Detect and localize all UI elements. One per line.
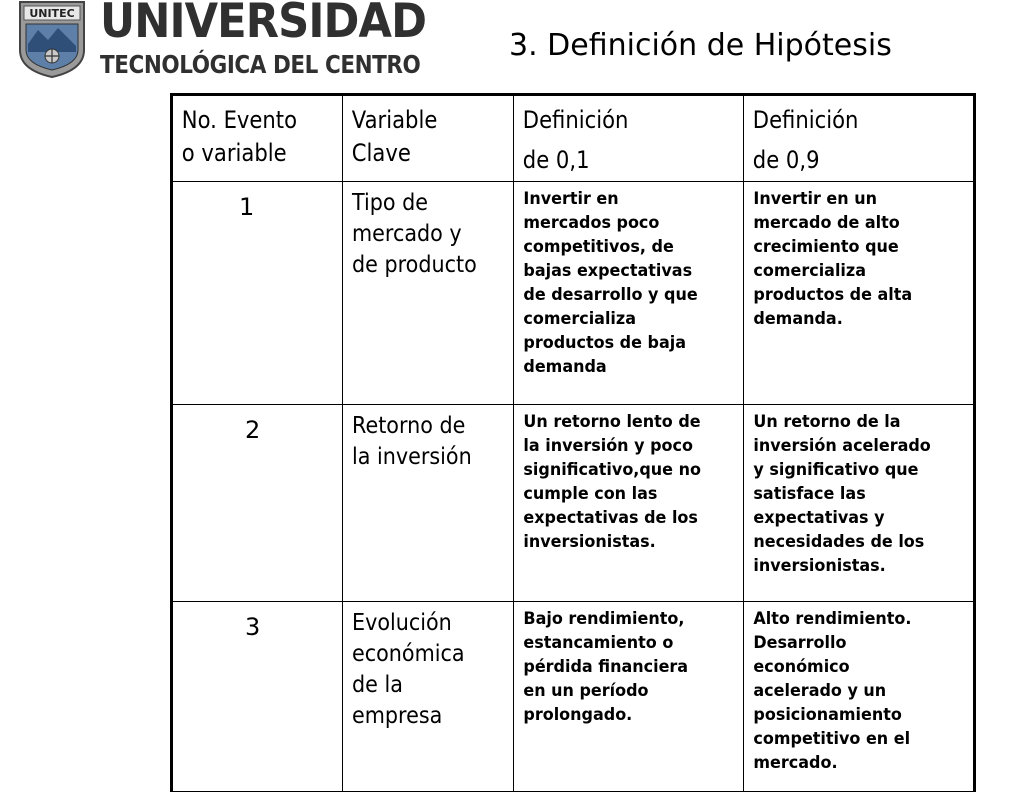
definition-text: satisface las	[753, 484, 866, 504]
definition-text: estancamiento o	[523, 633, 674, 653]
definition-text: crecimiento que	[753, 237, 899, 257]
definition-09-cell	[744, 182, 975, 405]
variable-text: Retorno de	[352, 413, 466, 439]
header-text: o variable	[181, 139, 287, 167]
definition-01-cell	[514, 182, 744, 405]
definition-text: prolongado.	[523, 705, 633, 725]
definition-text: expectativas y	[753, 508, 885, 528]
header-text: Definición	[752, 106, 859, 134]
header-text: Definición	[522, 106, 629, 134]
unitec-seal-icon	[18, 0, 86, 78]
table-row	[172, 405, 975, 602]
definition-text: cumple con las	[523, 484, 658, 504]
variable-cell	[343, 182, 514, 405]
svg-text:UNITEC: UNITEC	[29, 7, 75, 20]
definition-text: Bajo rendimiento,	[523, 609, 685, 629]
table-row	[172, 602, 975, 792]
definition-text: Invertir en	[523, 189, 619, 209]
row-number-cell	[172, 182, 343, 405]
definition-text: acelerado y un	[753, 681, 887, 701]
slide-title: 3. Definición de Hipótesis	[509, 28, 892, 63]
definition-text: mercado.	[753, 753, 838, 773]
definition-text: demanda	[523, 357, 607, 377]
definition-text: inversionistas.	[753, 556, 886, 576]
variable-text: de la	[352, 672, 403, 698]
variable-text: de producto	[352, 252, 477, 278]
header-text: Variable	[351, 106, 438, 134]
definition-text: expectativas de los	[523, 508, 698, 528]
variable-text: empresa	[352, 703, 443, 729]
logo-subtitle: TECNOLÓGICA DEL CENTRO	[100, 50, 421, 79]
header-cell-variable	[343, 95, 514, 182]
row-number: 3	[245, 613, 261, 641]
variable-text: mercado y	[352, 221, 462, 247]
definition-09-cell	[744, 602, 975, 792]
definition-text: de desarrollo y que	[523, 285, 698, 305]
header-text: de 0,1	[522, 146, 590, 174]
row-number: 2	[245, 416, 261, 444]
hypothesis-table	[170, 93, 976, 792]
variable-cell	[343, 405, 514, 602]
row-number: 1	[239, 193, 255, 221]
variable-text: Evolución	[352, 610, 452, 636]
header-cell-def-01	[514, 95, 744, 182]
table-header-row	[172, 95, 975, 182]
table-row	[172, 182, 975, 405]
row-number-cell	[172, 405, 343, 602]
definition-text: Alto rendimiento.	[753, 609, 912, 629]
definition-09-cell	[744, 405, 975, 602]
definition-text: la inversión y poco	[523, 436, 693, 456]
definition-text: económico	[753, 657, 850, 677]
definition-text: Invertir en un	[753, 189, 877, 209]
definition-text: significativo,que no	[523, 460, 701, 480]
definition-text: inversión acelerado	[753, 436, 931, 456]
variable-text: la inversión	[352, 444, 472, 470]
variable-text: Tipo de	[352, 190, 429, 216]
definition-text: necesidades de los	[753, 532, 925, 552]
logo-title: UNIVERSIDAD	[100, 0, 427, 49]
definition-text: Un retorno de la	[753, 412, 901, 432]
definition-text: comercializa	[523, 309, 636, 329]
definition-text: demanda.	[753, 309, 843, 329]
definition-text: mercado de alto	[753, 213, 900, 233]
definition-01-cell	[514, 405, 744, 602]
variable-cell	[343, 602, 514, 792]
university-logo	[18, 0, 427, 82]
definition-text: bajas expectativas	[523, 261, 693, 281]
definition-01-cell	[514, 602, 744, 792]
header-text: No. Evento	[181, 106, 298, 134]
definition-text: Un retorno lento de	[523, 412, 701, 432]
variable-text: económica	[352, 641, 465, 667]
definition-text: en un período	[523, 681, 649, 701]
header-cell-event	[172, 95, 343, 182]
definition-text: pérdida financiera	[523, 657, 689, 677]
definition-text: mercados poco	[523, 213, 660, 233]
header-text: Clave	[351, 139, 411, 167]
row-number-cell	[172, 602, 343, 792]
header-cell-def-09	[744, 95, 975, 182]
definition-text: posicionamiento	[753, 705, 902, 725]
definition-text: competitivo en el	[753, 729, 911, 749]
definition-text: competitivos, de	[523, 237, 674, 257]
definition-text: y significativo que	[753, 460, 919, 480]
header-text: de 0,9	[752, 146, 820, 174]
definition-text: productos de alta	[753, 285, 913, 305]
definition-text: productos de baja	[523, 333, 687, 353]
definition-text: Desarrollo	[753, 633, 847, 653]
definition-text: inversionistas.	[523, 532, 656, 552]
definition-text: comercializa	[753, 261, 866, 281]
